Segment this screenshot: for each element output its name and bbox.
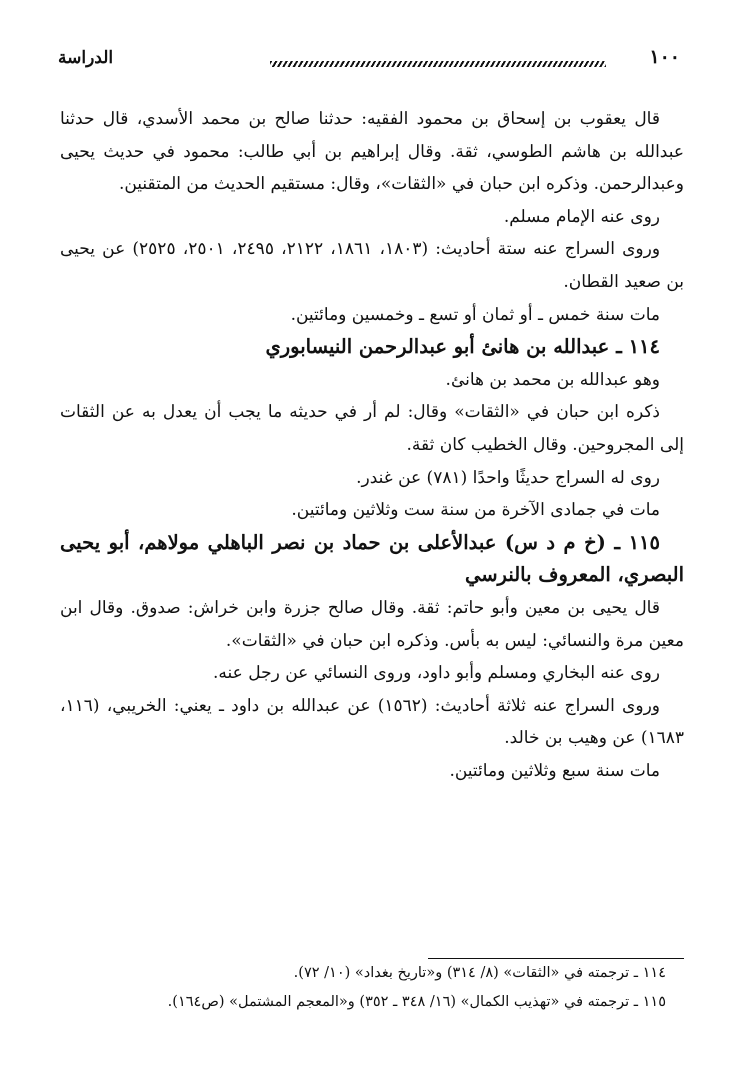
paragraph: مات في جمادى الآخرة من سنة ست وثلاثين ومائتين.: [291, 500, 660, 521]
paragraph: قال يعقوب بن إسحاق بن محمود الفقيه: حدثنا صالح بن محمد الأسدي، قال حدثنا عبدالله بن هاشم الطوسي، ثقة. وقال إبراهيم بن أبي طالب: محمود في حديث يحيى وعبدالرحمن. وذكره ابن حبان في «الثقات»، وقال: مستقيم الحديث من المتقنين.: [60, 109, 685, 195]
paragraph: روى عنه الإمام مسلم.: [503, 206, 660, 227]
page-body: [60, 103, 684, 787]
paragraph: وروى السراج عنه ستة أحاديث: (١٨٠٣، ١٨٦١، ٢١٢٢، ٢٤٩٥، ٢٥٠١، ٢٥٢٥) عن يحيى بن صعيد القطان.: [60, 239, 684, 292]
paragraph: قال يحيى بن معين وأبو حاتم: ثقة. وقال صالح جزرة وابن خراش: صدوق. وقال ابن معين مرة والنسائي: ليس به بأس. وذكره ابن حبان في «الثقات».: [60, 597, 684, 651]
entry-name: عبدالله بن هانئ أبو عبدالرحمن النيسابوري: [265, 335, 610, 359]
entry-heading-115: [60, 527, 684, 592]
paragraph: وروى السراج عنه ثلاثة أحاديث: (١٥٦٢) عن عبدالله بن داود ـ يعني: الخريبي، (١١٦، ١٦٨٣) عن وهيب بن خالد.: [60, 695, 684, 749]
running-title: الدراسة: [58, 48, 114, 68]
page-header: [58, 48, 688, 78]
paragraph: وهو عبدالله بن محمد بن هانئ.: [445, 369, 660, 390]
paragraph: روى له السراج حديثًا واحدًا (٧٨١) عن غندر.: [356, 467, 660, 488]
entry-number: ١١٤ ـ: [616, 335, 660, 359]
footnotes: [60, 958, 684, 1017]
page-number: ١٠٠: [649, 46, 680, 68]
paragraph: مات سنة خمس ـ أو ثمان أو تسع ـ وخمسين ومائتين.: [290, 304, 660, 325]
footnote: ١١٤ ـ ترجمته في «الثقات» (٨/ ٣١٤) و«تاريخ بغداد» (١٠/ ٧٢).: [293, 965, 666, 981]
entry-name: (خ م د س) عبدالأعلى بن حماد بن نصر الباهلي مولاهم، أبو يحيى البصري، المعروف بالنرسي: [60, 530, 684, 587]
footnote: ١١٥ ـ ترجمته في «تهذيب الكمال» (١٦/ ٣٤٨ ـ ٣٥٢) و«المعجم المشتمل» (ص١٦٤).: [167, 994, 666, 1010]
header-rule: [270, 61, 606, 67]
entry-heading-114: [60, 331, 684, 364]
paragraph: روى عنه البخاري ومسلم وأبو داود، وروى النسائي عن رجل عنه.: [213, 663, 660, 684]
paragraph: ذكره ابن حبان في «الثقات» وقال: لم أر في حديثه ما يجب أن يعدل به عن الثقات إلى المجروحين. وقال الخطيب كان ثقة.: [60, 402, 684, 455]
entry-number: ١١٥ ـ: [614, 530, 660, 554]
paragraph: مات سنة سبع وثلاثين ومائتين.: [449, 760, 660, 781]
